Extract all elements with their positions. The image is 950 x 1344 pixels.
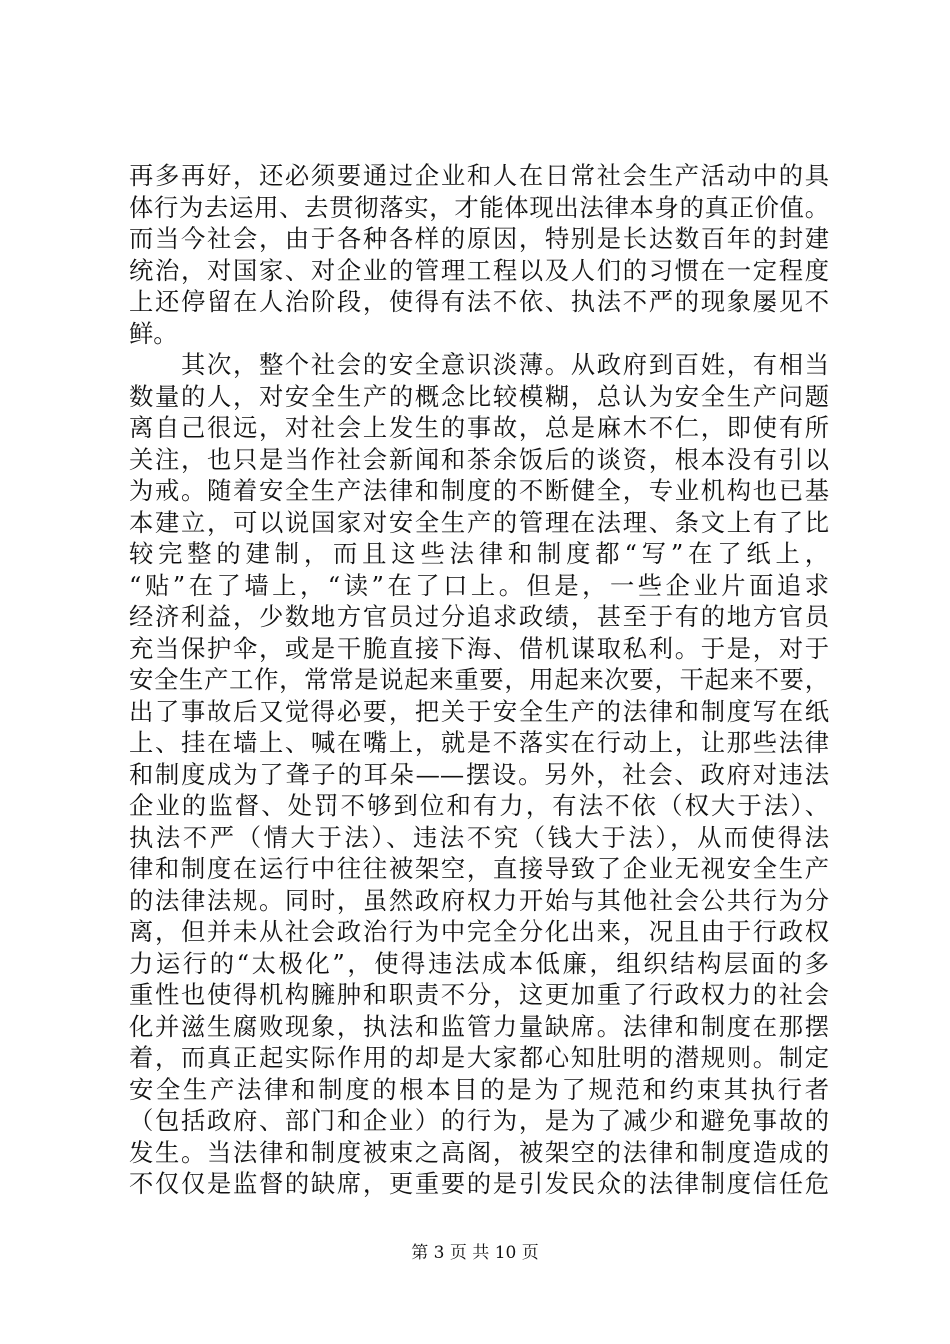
text-line: 本建立，可以说国家对安全生产的管理在法理、条文上有了比	[129, 507, 829, 537]
text-line: 经济利益，少数地方官员过分追求政绩，甚至于有的地方官员	[129, 602, 829, 631]
text-line: 离，但并未从社会政治行为中完全分化出来，况且由于行政权	[129, 917, 829, 946]
page-footer: 第 3 页 共 10 页	[411, 1243, 539, 1263]
text-line: 和制度成为了聋子的耳朵——摆设。另外，社会、政府对违法	[129, 759, 829, 789]
text-line: 较完整的建制，而且这些法律和制度都“写”在了纸上，	[129, 539, 829, 568]
text-line: “贴”在了墙上，“读”在了口上。但是，一些企业片面追求	[129, 570, 829, 600]
text-line: 再多再好，还必须要通过企业和人在日常社会生产活动中的具	[129, 161, 829, 190]
text-line: 体行为去运用、去贯彻落实，才能体现出法律本身的真正价值。	[129, 192, 829, 222]
text-line: 安全生产工作，常常是说起来重要，用起来次要，干起来不要，	[129, 665, 829, 694]
text-line: 安全生产法律和制度的根本目的是为了规范和约束其执行者	[129, 1074, 829, 1104]
text-line: 不仅仅是监督的缺席，更重要的是引发民众的法律制度信任危	[129, 1169, 829, 1198]
text-line: 上、挂在墙上、喊在嘴上，就是不落实在行动上，让那些法律	[129, 728, 829, 757]
text-line: 律和制度在运行中往往被架空，直接导致了企业无视安全生产	[129, 854, 829, 883]
text-line: 着，而真正起实际作用的却是大家都心知肚明的潜规则。制定	[129, 1043, 829, 1072]
text-line: 上还停留在人治阶段，使得有法不依、执法不严的现象屡见不	[129, 287, 829, 316]
text-line: 发生。当法律和制度被束之高阁，被架空的法律和制度造成的	[129, 1137, 829, 1167]
text-line: 企业的监督、处罚不够到位和有力，有法不依（权大于法）、	[129, 791, 829, 820]
text-line: 为戒。随着安全生产法律和制度的不断健全，专业机构也已基	[129, 476, 829, 505]
text-line: 重性也使得机构臃肿和职责不分，这更加重了行政权力的社会	[129, 980, 829, 1009]
text-line: 鲜。	[129, 318, 178, 348]
text-line: 执法不严（情大于法）、违法不究（钱大于法），从而使得法	[129, 822, 829, 852]
body-text	[129, 160, 829, 1200]
text-line: 统治，对国家、对企业的管理工程以及人们的习惯在一定程度	[129, 255, 829, 285]
text-line: 的法律法规。同时，虽然政府权力开始与其他社会公共行为分	[129, 885, 829, 915]
text-line: 其次，整个社会的安全意识淡薄。从政府到百姓，有相当	[129, 350, 829, 379]
text-line: 数量的人，对安全生产的概念比较模糊，总认为安全生产问题	[129, 381, 829, 411]
text-line: 力运行的“太极化”，使得违法成本低廉，组织结构层面的多	[129, 948, 829, 978]
text-line: 关注，也只是当作社会新闻和茶余饭后的谈资，根本没有引以	[129, 444, 829, 474]
text-line: 离自己很远，对社会上发生的事故，总是麻木不仁，即使有所	[129, 413, 829, 442]
text-line: 而当今社会，由于各种各样的原因，特别是长达数百年的封建	[129, 224, 829, 253]
text-line: 出了事故后又觉得必要，把关于安全生产的法律和制度写在纸	[129, 696, 829, 726]
text-line: 充当保护伞，或是干脆直接下海、借机谋取私利。于是，对于	[129, 633, 829, 663]
text-line: 化并滋生腐败现象，执法和监管力量缺席。法律和制度在那摆	[129, 1011, 829, 1041]
text-line: （包括政府、部门和企业）的行为，是为了减少和避免事故的	[129, 1106, 829, 1135]
